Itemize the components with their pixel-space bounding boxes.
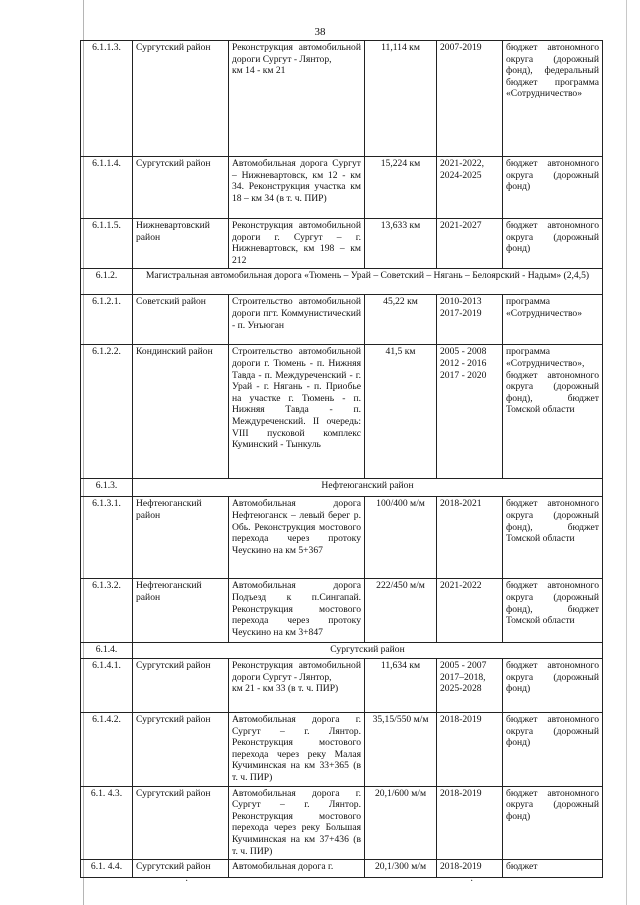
funding-source-cell: бюджет автономного округа (дорожный фонд) xyxy=(503,712,603,786)
scan-edge-right xyxy=(626,0,627,905)
section-row xyxy=(81,643,603,659)
district-cell: Сургутский район xyxy=(133,786,229,860)
district-cell: Нижневартовский район xyxy=(133,219,229,269)
section-number: 6.1.4. xyxy=(81,643,133,659)
item-number: 6.1.2.2. xyxy=(81,345,133,479)
length-cell: 41,5 км xyxy=(365,345,437,479)
item-number: 6.1.4.1. xyxy=(81,658,133,712)
years-line: 2010-2013 xyxy=(440,296,482,308)
district-cell: Нефтеюганский район xyxy=(133,497,229,579)
scan-speck: · xyxy=(470,876,474,887)
district-cell: Нефтеюганский район xyxy=(133,579,229,643)
district-cell: Сургутский район xyxy=(133,712,229,786)
years-cell xyxy=(437,157,503,219)
years-cell xyxy=(437,786,503,860)
years-line: 2012 - 2016 xyxy=(440,357,487,369)
road-projects-table xyxy=(80,40,603,878)
district-cell: Сургутский район xyxy=(133,860,229,878)
length-cell: 222/450 м/м xyxy=(365,579,437,643)
years-line: 2018-2019 xyxy=(440,787,482,799)
item-number: 6.1.1.5. xyxy=(81,219,133,269)
item-number: 6.1.3.2. xyxy=(81,579,133,643)
funding-source-cell: программа «Сотрудничество» xyxy=(503,295,603,345)
length-cell: 13,633 км xyxy=(365,219,437,269)
length-cell: 45,22 км xyxy=(365,295,437,345)
description-cell xyxy=(229,41,365,157)
description-line: Строительство автомобильной дороги г. Тюмень - п. Нижняя Тавда - п. Междуреченский - г. Урай - г. Нягань - п. Приобье на участке г. Тюмень - п. Нижняя Тавда - п. Междуреченский. II очередь: VIII пусковой комплекс Куминский - Тынкуль xyxy=(232,346,361,451)
years-line: 2005 - 2008 xyxy=(440,346,487,358)
district-cell: Сургутский район xyxy=(133,658,229,712)
item-number: 6.1. 4.4. xyxy=(81,860,133,878)
description-line: Автомобильная дорога Сургут – Нижневартовск, км 12 - км 34. Реконструкция участка км 18 – км 34 (в т. ч. ПИР) xyxy=(232,158,361,204)
district-cell: Советский район xyxy=(133,295,229,345)
description-cell xyxy=(229,219,365,269)
funding-source-cell: бюджет автономного округа (дорожный фонд) xyxy=(503,658,603,712)
funding-source-cell: бюджет автономного округа (дорожный фонд) xyxy=(503,786,603,860)
years-line: 2024-2025 xyxy=(440,169,482,181)
years-line: 2017–2018, xyxy=(440,671,486,683)
item-number: 6.1.1.3. xyxy=(81,41,133,157)
funding-source-cell: бюджет xyxy=(503,860,603,878)
description-line: Автомобильная дорога г. Сургут – г. Лянтор. Реконструкция мостового перехода через реку Малая Кучиминская на км 33+365 (в т. ч. ПИР) xyxy=(232,713,361,783)
length-cell: 35,15/550 м/м xyxy=(365,712,437,786)
item-number: 6.1.1.4. xyxy=(81,157,133,219)
section-row xyxy=(81,269,603,295)
years-cell xyxy=(437,579,503,643)
description-cell xyxy=(229,497,365,579)
years-cell xyxy=(437,497,503,579)
table-row xyxy=(81,658,603,712)
table-row xyxy=(81,860,603,878)
item-number: 6.1.4.2. xyxy=(81,712,133,786)
years-line: 2021-2022, xyxy=(440,158,484,169)
years-line: 2007-2019 xyxy=(440,42,482,53)
length-cell: 11,114 км xyxy=(365,41,437,157)
description-line: км 21 - км 33 (в т. ч. ПИР) xyxy=(232,683,339,695)
years-line: 2017-2019 xyxy=(440,307,482,319)
funding-source-cell: бюджет автономного округа (дорожный фонд), бюджет Томской области xyxy=(503,497,603,579)
length-cell: 20,1/300 м/м xyxy=(365,860,437,878)
description-cell xyxy=(229,345,365,479)
page-number: 38 xyxy=(314,26,326,38)
section-number: 6.1.3. xyxy=(81,479,133,497)
section-number: 6.1.2. xyxy=(81,269,133,295)
description-line: Строительство автомобильной дороги пгт. Коммунистический - п. Унъюган xyxy=(232,296,361,331)
description-cell xyxy=(229,712,365,786)
years-line: 2017 - 2020 xyxy=(440,369,487,381)
table-row xyxy=(81,41,603,157)
description-line: Автомобильная дорога Нефтеюганск – левый берег р. Обь. Реконструкция мостового перехода через протоку Чеускино на км 5+367 xyxy=(232,498,361,556)
section-title: Сургутский район xyxy=(133,643,603,659)
table-row xyxy=(81,712,603,786)
years-line: 2018-2021 xyxy=(440,498,482,510)
description-line: Автомобильная дорога г. xyxy=(232,861,334,873)
length-cell: 20,1/600 м/м xyxy=(365,786,437,860)
item-number: 6.1.2.1. xyxy=(81,295,133,345)
table-row xyxy=(81,157,603,219)
length-cell: 11,634 км xyxy=(365,658,437,712)
district-cell: Кондинский район xyxy=(133,345,229,479)
length-cell: 15,224 км xyxy=(365,157,437,219)
description-line: Реконструкция автомобильной дороги Сургут - Лянтор, xyxy=(232,42,361,65)
years-line: 2018-2019 xyxy=(440,713,482,725)
description-line: Автомобильная дорога Подъезд к п.Сингапай. Реконструкция мостового перехода через протоку Чеускино на км 3+847 xyxy=(232,580,361,638)
section-row xyxy=(81,479,603,497)
funding-source-cell: программа «Сотрудничество», бюджет автономного округа (дорожный фонд), бюджет Томской области xyxy=(503,345,603,479)
years-line: 2018-2019 xyxy=(440,861,482,873)
funding-source-cell: бюджет автономного округа (дорожный фонд), федеральный бюджет программа «Сотрудничество» xyxy=(503,41,603,157)
years-cell xyxy=(437,658,503,712)
description-cell xyxy=(229,579,365,643)
table-row xyxy=(81,219,603,269)
table-row xyxy=(81,295,603,345)
description-line: Реконструкция автомобильной дороги Сургут - Лянтор, xyxy=(232,659,361,683)
years-cell xyxy=(437,219,503,269)
years-cell xyxy=(437,345,503,479)
years-cell xyxy=(437,712,503,786)
table-row xyxy=(81,579,603,643)
years-cell xyxy=(437,295,503,345)
description-line: Автомобильная дорога г. Сургут – г. Лянтор. Реконструкция мостового перехода через реку Большая Кучиминская на км 37+436 (в т. ч. ПИР) xyxy=(232,787,361,857)
funding-source-cell: бюджет автономного округа (дорожный фонд) xyxy=(503,219,603,269)
years-line: 2025-2028 xyxy=(440,683,482,695)
years-line: 2021-2027 xyxy=(440,220,482,231)
description-cell xyxy=(229,157,365,219)
years-line: 2005 - 2007 xyxy=(440,659,487,671)
description-cell xyxy=(229,860,365,878)
table-row xyxy=(81,786,603,860)
years-cell xyxy=(437,41,503,157)
description-cell xyxy=(229,295,365,345)
scan-speck: · xyxy=(185,876,189,887)
section-title: Нефтеюганский район xyxy=(133,479,603,497)
item-number: 6.1. 4.3. xyxy=(81,786,133,860)
description-cell xyxy=(229,658,365,712)
district-cell: Сургутский район xyxy=(133,41,229,157)
funding-source-cell: бюджет автономного округа (дорожный фонд) xyxy=(503,157,603,219)
table-row xyxy=(81,497,603,579)
length-cell: 100/400 м/м xyxy=(365,497,437,579)
district-cell: Сургутский район xyxy=(133,157,229,219)
years-line: 2021-2022 xyxy=(440,580,482,592)
item-number: 6.1.3.1. xyxy=(81,497,133,579)
table-row xyxy=(81,345,603,479)
table-body xyxy=(81,41,603,878)
funding-source-cell: бюджет автономного округа (дорожный фонд), бюджет Томской области xyxy=(503,579,603,643)
description-line: км 14 - км 21 xyxy=(232,65,286,77)
description-cell xyxy=(229,786,365,860)
section-title: Магистральная автомобильная дорога «Тюмень – Урай – Советский – Нягань – Белоярский - Надым» (2,4,5) xyxy=(133,269,603,295)
description-line: Реконструкция автомобильной дороги г. Сургут – г. Нижневартовск, км 198 – км 212 xyxy=(232,220,361,266)
years-cell xyxy=(437,860,503,878)
